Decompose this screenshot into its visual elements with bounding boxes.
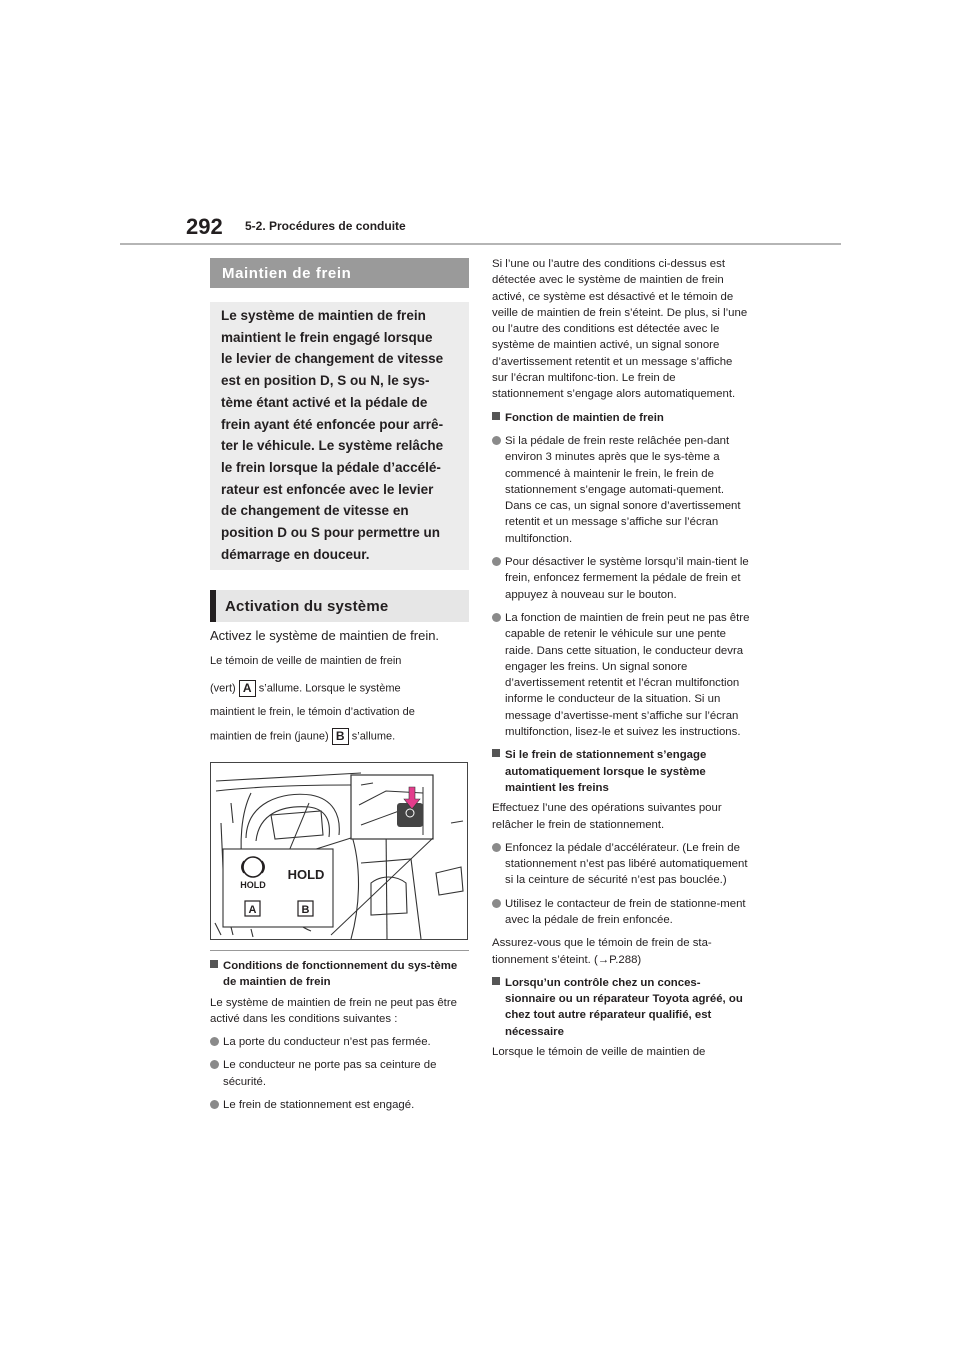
activation-text: maintien de frein (jaune): [210, 730, 329, 743]
activation-line-4: [210, 728, 395, 745]
note-para: Le système de maintien de frein ne peut pas être activé dans les conditions suivantes :: [210, 996, 457, 1025]
section-title-parking: Si le frein de stationnement s’engage automatiquement lorsque le système maintient les freins: [492, 747, 750, 796]
activation-heading: Activation du système: [210, 590, 469, 622]
bullet-icon: [210, 1100, 219, 1109]
list-item: Enfoncez la pédale d’accélérateur. (Le frein de stationnement n’est pas libéré automatiquement si la ceinture de sécurité n’est pas bouclée.): [492, 840, 750, 889]
intro-box: [210, 302, 469, 570]
dashboard-illustration: [210, 762, 468, 940]
bullet-icon: [492, 557, 501, 566]
square-bullet-icon: [492, 749, 500, 757]
activation-line-3: maintient le frein, le témoin d’activation de: [210, 706, 415, 718]
dashboard-drawing: [211, 763, 467, 939]
hold-icon-label: HOLD: [240, 880, 266, 890]
bullet-icon: [210, 1037, 219, 1046]
intro-line: rateur est enfoncée avec le levier: [221, 481, 434, 497]
activation-line-2: [210, 680, 401, 697]
note-title: Conditions de fonctionnement du sys-tème de maintien de frein: [210, 958, 468, 991]
intro-line: maintient le frein engagé lorsque: [221, 329, 433, 345]
section-title-fonction: Fonction de maintien de frein: [492, 410, 750, 426]
activation-text: (vert): [210, 682, 236, 695]
section-title-controle: Lorsqu’un contrôle chez un conces-sionnaire ou un réparateur Toyota agréé, ou chez tout autre réparateur qualifié, est nécessaire: [492, 975, 750, 1040]
intro-line: frein ayant été enfoncée pour arrê-: [221, 416, 444, 432]
bullet-icon: [492, 899, 501, 908]
right-column: [492, 256, 750, 1060]
left-notes: [210, 958, 468, 1113]
intro-line: ter le véhicule. Le système relâche: [221, 438, 444, 454]
activation-text: s’allume.: [351, 730, 396, 743]
right-para-2: Effectuez l’une des opérations suivantes pour relâcher le frein de stationnement.: [492, 802, 722, 831]
illustration-divider: [210, 950, 469, 951]
list-item: Pour désactiver le système lorsqu’il main-tient le frein, enfoncez fermement la pédale de frein et appuyez à nouveau sur le bouton.: [492, 554, 750, 603]
label-b: B: [332, 728, 349, 745]
activation-text: s’allume. Lorsque le système: [258, 682, 401, 695]
intro-line: démarrage en douceur.: [221, 546, 370, 562]
intro-line: tème étant activé et la pédale de: [221, 394, 428, 410]
activation-main: Activez le système de maintien de frein.: [210, 628, 440, 643]
square-bullet-icon: [492, 977, 500, 985]
intro-line: le frein lorsque la pédale d’accélé-: [221, 459, 441, 475]
intro-line: Le système de maintien de frein: [221, 308, 426, 323]
list-item: Le frein de stationnement est engagé.: [210, 1097, 468, 1113]
square-bullet-icon: [492, 412, 500, 420]
bullet-icon: [492, 843, 501, 852]
illus-label-a: A: [248, 904, 257, 916]
square-bullet-icon: [210, 960, 218, 968]
right-para-1: Si l’une ou l’autre des conditions ci-dessus est détectée avec le système de maintien de frein activé, ce système est désactivé et le témoin de veille de maintien de frein s’éteint. De plus, si l’une ou l’autre des conditions est détectée avec le système de maintien activé, un signal sonore d’avertissement retentit et un message s’affiche sur l’écran multifonc-tion. Le frein de stationnement s’engage alors automatiquement.: [492, 258, 748, 401]
bullet-icon: [210, 1060, 219, 1069]
right-para-4: Lorsque le témoin de veille de maintien de: [492, 1046, 706, 1059]
bullet-icon: [492, 613, 501, 622]
section-title: 5-2. Procédures de conduite: [245, 219, 406, 233]
hold-button-label: HOLD: [287, 867, 325, 882]
bullet-icon: [492, 436, 501, 445]
label-a: A: [239, 680, 256, 697]
list-item: Utilisez le contacteur de frein de stationne-ment avec la pédale de frein enfoncée.: [492, 896, 750, 929]
header-divider: [120, 243, 841, 245]
activation-line-1: Le témoin de veille de maintien de frein: [210, 655, 402, 667]
intro-line: est en position D, S ou N, le sys-: [221, 373, 430, 389]
illus-label-b: B: [301, 904, 310, 916]
page-number: 292: [186, 214, 223, 239]
list-item: Si la pédale de frein reste relâchée pen-dant environ 3 minutes après que le sys-tème a commencé à maintenir le frein, le frein de stationnement s’engage automati-quement. Dans ce cas, un signal sonore d’avertissement retentit et un message s’affiche sur l’écran multifonction.: [492, 433, 750, 547]
maintien-heading: Maintien de frein: [210, 258, 469, 288]
intro-line: de changement de vitesse en: [221, 503, 409, 519]
intro-line: position D ou S pour permettre un: [221, 525, 440, 541]
list-item: Le conducteur ne porte pas sa ceinture de sécurité.: [210, 1057, 468, 1090]
list-item: La porte du conducteur n’est pas fermée.: [210, 1034, 468, 1050]
intro-line: le levier de changement de vitesse: [221, 351, 444, 367]
list-item: La fonction de maintien de frein peut ne pas être capable de retenir le véhicule sur une pente raide. Dans cette situation, le conducteur devra engager les freins. Un signal sonore d’avertissement retentit et l’écran multifonction informe le conducteur de la situation. Si un message d’avertisse-ment s’affiche sur l’écran multifonction, lisez-le et suivez les instructions.: [492, 610, 750, 740]
right-para-3: Assurez-vous que le témoin de frein de sta-tionnement s’éteint. (→P.288): [492, 937, 712, 966]
